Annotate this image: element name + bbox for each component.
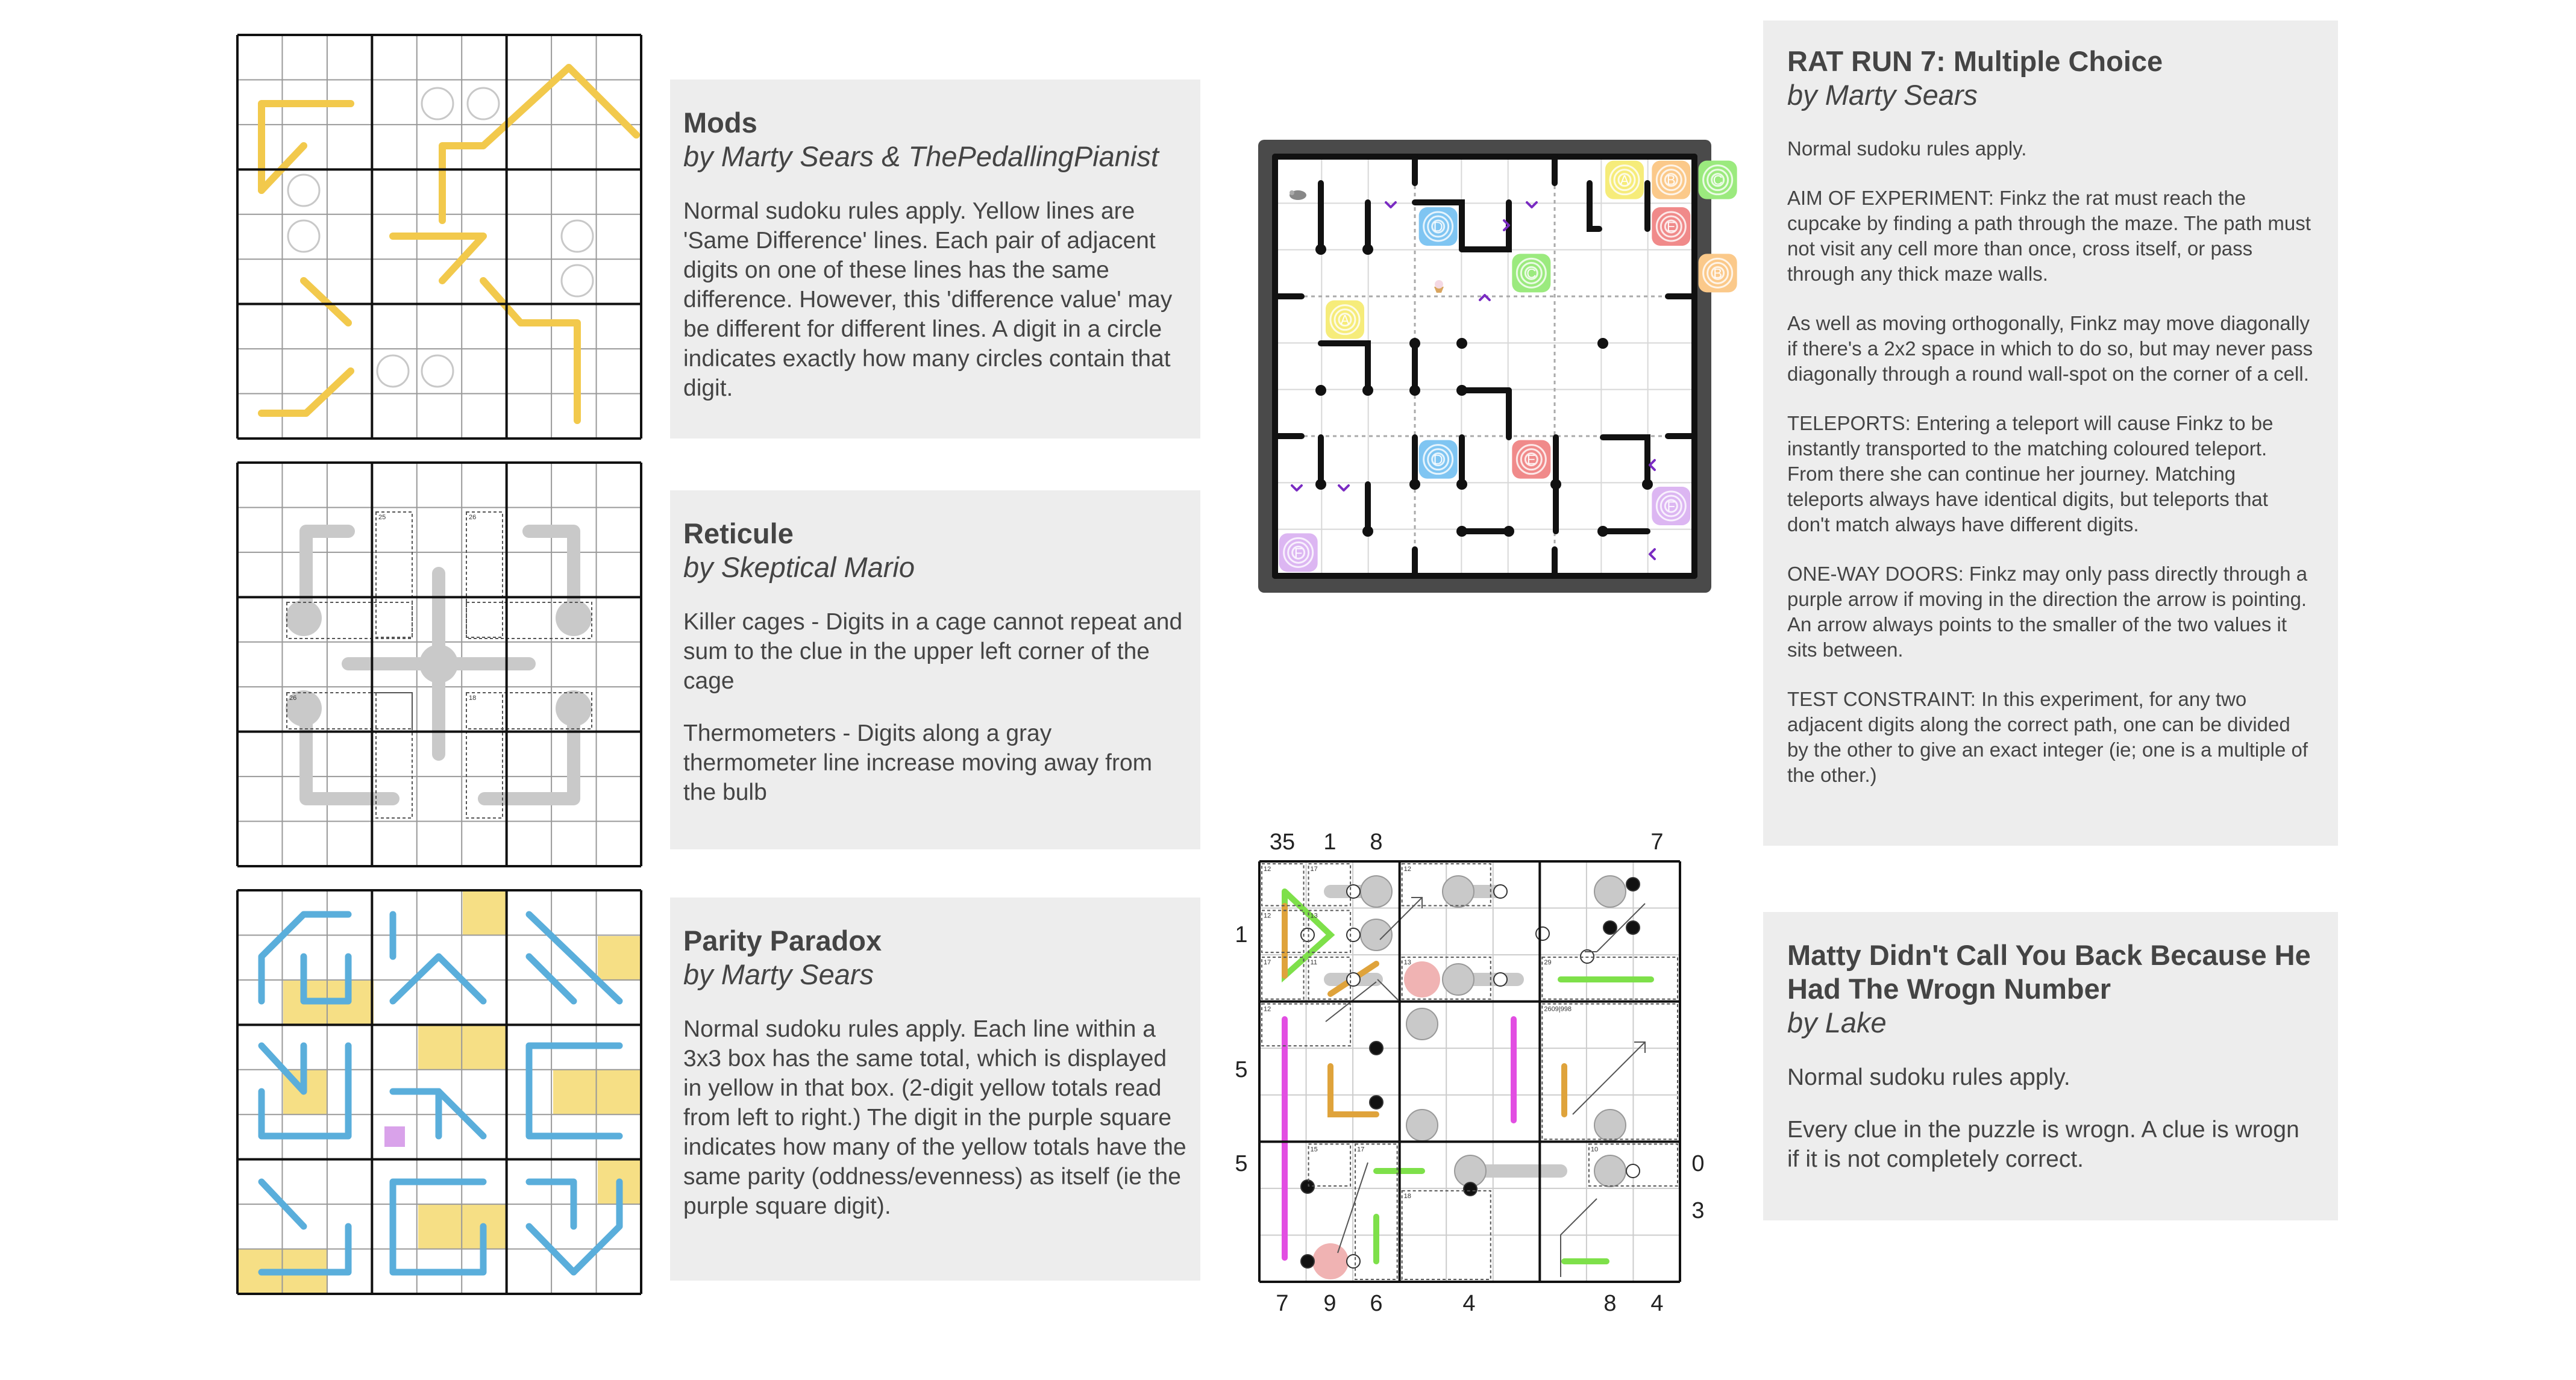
reticule-puzzle-grid[interactable] [236,461,642,867]
puzzle-author: by Marty Sears [1787,79,1978,111]
puzzle-author: by Marty Sears [683,958,874,990]
svg-text:E: E [1666,219,1676,234]
left-clue: 5 [1235,1057,1248,1082]
mods-card[interactable] [670,80,1200,439]
teleport-a [1605,161,1644,199]
yellow-total-cell [598,936,641,981]
puzzle-title: Parity Paradox [683,925,882,957]
bottom-clue: 8 [1603,1291,1617,1316]
puzzle-rules: TEST CONSTRAINT: In this experiment, for any two adjacent digits along the correct path, one can be divided by the other to give an exact integer (ie; one is a multiple of the other.) [1787,688,2308,786]
cage-clue: 25 [378,514,386,521]
digit-circle [422,88,453,119]
top-clue: 35 [1269,829,1296,855]
yellow-total-cell [553,1070,641,1114]
teleport-b [1699,254,1737,292]
bottom-clue: 6 [1370,1291,1383,1316]
cage-clue: 2609|998 [1544,1005,1572,1013]
cage-clue: 12 [1264,912,1271,920]
purple-square [384,1126,405,1147]
matty-puzzle-grid[interactable] [1229,820,1735,1332]
svg-text:D: D [1433,219,1443,234]
ratrun-card[interactable] [1763,20,2338,846]
puzzle-rules: ONE-WAY DOORS: Finkz may only pass directly through a purple arrow if moving in the direction the arrow is pointing. An arrow always points to the smaller of the two values it sits between. [1787,563,2308,661]
cage-clue: 11 [1310,959,1317,967]
thermometer-bulb [556,690,592,726]
bottom-clue: 9 [1323,1291,1337,1316]
digit-circle [562,220,593,252]
left-clue: 1 [1235,922,1248,948]
yellow-total-cell [418,1025,507,1070]
puzzle-title: Reticule [683,517,794,549]
teleport-e [1652,207,1690,246]
right-clue: 3 [1691,1198,1705,1223]
reticule-card[interactable] [670,490,1200,849]
cage-clue: 18 [1403,1192,1411,1200]
top-clue: 8 [1370,829,1383,855]
cage-clue: 17 [1310,866,1318,873]
digit-circle [288,175,319,206]
digit-circle [422,355,453,387]
puzzle-rules: As well as moving orthogonally, Finkz may move diagonally if there's a 2x2 space in which to do so, but may never pass diagonally through a round wall-spot on the corner of a cell. [1787,312,2313,385]
puzzle-author: by Marty Sears & ThePedallingPianist [683,140,1159,172]
parity-card[interactable] [670,898,1200,1281]
cage-clue: 26 [469,514,477,521]
puzzle-rules: Thermometers - Digits along a gray thermometer line increase moving away from the bulb [683,720,1153,805]
svg-text:E: E [1526,452,1536,467]
cage-clue: 29 [1544,959,1552,967]
svg-text:D: D [1433,452,1443,467]
bottom-clue: 7 [1276,1291,1289,1316]
puzzle-rules: AIM OF EXPERIMENT: Finkz the rat must reach the cupcake by finding a path through the maze. The path must not visit any cell more than once, cross itself, or pass through any thick maze walls. [1787,187,2311,285]
puzzle-rules: Normal sudoku rules apply. Yellow lines are 'Same Difference' lines. Each pair of adjacent digits on one of these lines has the same difference. However, this 'difference value' may be different for different lines. A digit in a circle indicates exactly how many circles contain that digit. [683,198,1173,401]
digit-circle [468,88,499,119]
teleport-c [1512,254,1550,292]
cage-clue: 12 [1264,1005,1271,1013]
puzzle-title: RAT RUN 7: Multiple Choice [1787,45,2163,77]
pink-circle [1312,1243,1349,1279]
rat-icon [1290,190,1306,200]
yellow-total-cell [463,890,507,935]
cage-clue: 26 [289,695,297,702]
cage-clue: 13 [1403,959,1411,967]
parity-puzzle-grid[interactable] [236,889,642,1295]
pink-circle [1404,961,1440,998]
cage-clue: 12 [1264,866,1271,873]
thermometer-bulb [286,600,322,636]
left-clue: 5 [1235,1151,1248,1176]
right-clue: 0 [1691,1151,1705,1176]
top-clue: 7 [1650,829,1664,855]
yellow-total-cell [418,1205,507,1249]
puzzle-rules: Normal sudoku rules apply. [1787,137,2027,160]
cage-clue: 18 [469,695,477,702]
svg-text:F: F [1667,499,1676,514]
puzzle-author: by Skeptical Mario [683,551,915,583]
teleport-d [1419,207,1458,246]
teleport-c [1699,161,1737,199]
bottom-clue: 4 [1650,1291,1664,1316]
digit-circle [562,265,593,296]
svg-text:C: C [1526,266,1537,281]
puzzle-rules: Every clue in the puzzle is wrogn. A clue is wrogn if it is not completely correct. [1787,1117,2299,1172]
teleport-e [1512,440,1550,479]
teleport-d [1419,440,1458,479]
svg-text:A: A [1620,172,1629,188]
puzzle-rules: TELEPORTS: Entering a teleport will cause Finkz to be instantly transported to the matching coloured teleport. From there she can continue her journey. Matching teleports always have identical digits, but teleports that don't match always have different digits. [1787,412,2274,535]
grid-background [1275,157,1694,576]
svg-text:B: B [1666,172,1676,188]
mods-puzzle-grid[interactable] [236,34,642,440]
puzzle-rules: Normal sudoku rules apply. Each line within a 3x3 box has the same total, which is displayed in yellow in that box. (2-digit yellow totals read from left to right.) The digit in the purple square indicates how many of the yellow totals have the same parity (oddness/evenness) as itself (ie the purple square digit). [683,1016,1186,1219]
svg-text:B: B [1713,266,1723,281]
thermometer-bulb [419,645,458,683]
cage-clue: 13 [1310,912,1318,920]
svg-text:A: A [1340,312,1350,328]
matty-card[interactable] [1763,912,2338,1220]
cage-clue: 17 [1357,1146,1365,1154]
ratrun-puzzle-grid[interactable] [1258,140,1723,593]
teleport-a [1326,301,1364,339]
puzzle-rules: Killer cages - Digits in a cage cannot repeat and sum to the clue in the upper left corner of the cage [683,609,1183,694]
digit-circle [377,355,409,387]
top-clue: 1 [1323,829,1337,855]
puzzle-title: Matty Didn't Call You Back Because He Had The Wrogn Number [1787,939,2311,1005]
thermometer-bulb [556,600,592,636]
cage-clue: 10 [1590,1146,1599,1154]
puzzle-rules: Normal sudoku rules apply. [1787,1064,2070,1090]
bottom-clue: 4 [1462,1291,1476,1316]
cage-clue: 15 [1310,1146,1318,1154]
teleport-b [1652,161,1690,199]
puzzle-title: Mods [683,107,757,139]
teleport-f [1652,487,1690,525]
svg-text:F: F [1294,545,1303,561]
teleport-f [1279,533,1318,572]
cage-clue: 12 [1403,866,1411,873]
digit-circle [288,220,319,252]
puzzle-author: by Lake [1787,1007,1887,1038]
svg-text:C: C [1713,172,1723,188]
cage-clue: 17 [1264,959,1271,967]
